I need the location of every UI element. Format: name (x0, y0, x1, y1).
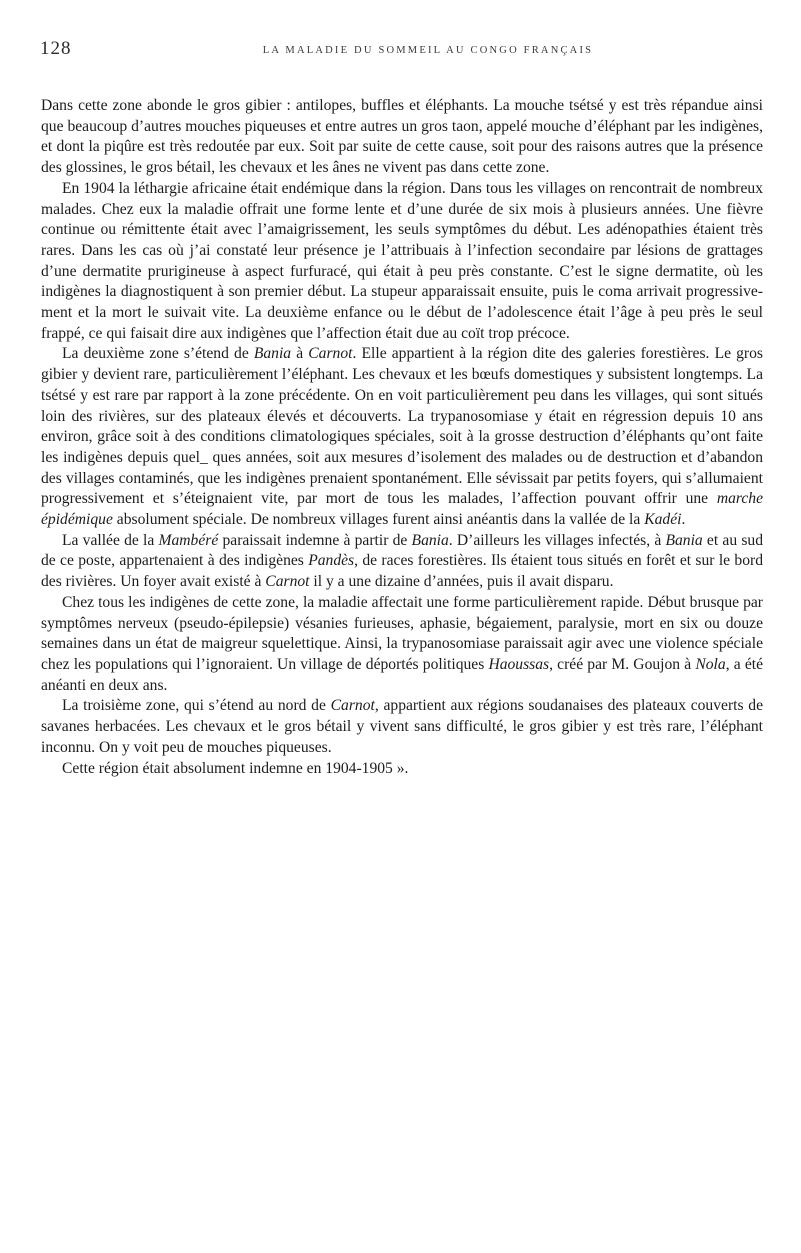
emphasis: marche épidémique (41, 490, 763, 529)
place-name: Kadéi (644, 511, 682, 529)
paragraph-text: il y a une dizaine d’années, puis il avait disparu. (309, 573, 614, 591)
paragraph-1 (41, 96, 763, 179)
paragraph-text: et au sud de ce poste, appartenaient à des indigènes (41, 531, 763, 570)
paragraph-text: Chez tous les indigènes de cette zone, la maladie affectait une forme particulièrement rapide. Début brusque par symptômes nerveux (pseudo-épilepsie) vésanies furieuses, aphasie, bégaiement, paralysie, mort en six ou douze semaines dans un état de maigreur squelettique. Ainsi, la trypanosomiase paraissait agir avec une violence spéciale chez les populations qui l’ignoraient. Un village de déportés politiques (41, 593, 763, 673)
place-name: Carnot (308, 345, 353, 363)
paragraph-4 (41, 531, 763, 593)
paragraph-text: La troisième zone, qui s’étend au nord de (62, 697, 331, 715)
paragraph-3 (41, 344, 763, 530)
place-name: Bania (665, 531, 703, 549)
place-name: Nola (695, 655, 726, 673)
body-text (41, 96, 763, 779)
paragraph-text: absolument spéciale. De nombreux villages furent ainsi anéantis dans la vallée de la (112, 511, 645, 529)
paragraph-text: , créé par M. Goujon à (549, 655, 696, 673)
paragraph-text: . D’ailleurs les villages infectés, à (448, 531, 666, 549)
paragraph-text: Dans cette zone abonde le gros gibier : antilopes, buffles et éléphants. La mouche tsétsé y est très répandue ainsi que beaucoup d’autres mouches piqueuses et entre autres un gros taon, appelé mouche d’éléphant par les indigènes, et dont la piqûre est très redoutée par eux. Soit par suite de cette cause, soit pour des raisons autres que la présence des glossines, le gros bétail, les chevaux et les ânes ne vivent pas dans cette zone. (41, 97, 763, 177)
paragraph-text: à (291, 345, 309, 363)
paragraph-5 (41, 593, 763, 697)
paragraph-text: En 1904 la léthargie africaine était endémique dans la région. Dans tous les villages on rencontrait de nombreux malades. Chez eux la maladie offrait une forme lente et d’une durée de six mois à plusieurs années. Une fièvre continue ou rémittente était avec l’amaigrissement, les seuls symptômes du début. Les adénopathies étaient très rares. Dans les cas où j’ai constaté leur présence je l’attribuais à l’infection secondaire par lésions de grattages d’une dermatite prurigineuse à aspect furfuracé, qui était à peu près constante. C’est le signe dermatite, où les indigènes la diagnostiquent à son premier début. La stupeur apparaissait ensuite, puis le coma arrivait progressivement et la mort le suivait vite. La deuxième enfance ou le début de l’adolescence était l’âge à peu près le seul frappé, ce qui faisait dire aux indigènes que l’affection était due au coït trop précoce. (41, 179, 763, 342)
people-name: Haoussas (488, 655, 550, 673)
place-name: Carnot (265, 573, 310, 591)
paragraph-text: , de races forestières. Ils étaient tous situés en forêt et sur le bord des rivières. Un foyer avait existé à (41, 552, 763, 591)
place-name: Bania (253, 345, 292, 363)
paragraph-text: , appartient aux régions soudanaises des plateaux couverts de savanes herbacées. Les chevaux et le gros bétail y vivent sans difficulté, le gros gibier y est très rare, l’éléphant inconnu. On y voit peu de mouches piqueuses. (41, 697, 763, 756)
place-name: Carnot (330, 697, 375, 715)
place-name: Mambéré (158, 531, 219, 549)
place-name: Bania (411, 531, 449, 549)
paragraph-text: Cette région était absolument indemne en 1904-1905 ». (62, 759, 409, 777)
running-title: LA MALADIE DU SOMMEIL AU CONGO FRANÇAIS (262, 45, 594, 56)
paragraph-2 (41, 179, 763, 345)
paragraph-text: La deuxième zone s’étend de (62, 345, 254, 363)
paragraph-text: , a été anéanti en deux ans. (41, 655, 764, 694)
paragraph-7 (41, 759, 763, 780)
page-number: 128 (40, 38, 72, 59)
paragraph-6 (41, 696, 763, 758)
paragraph-text: . Elle appartient à la région dite des galeries forestières. Le gros gibier y devient rare, particulièrement l’éléphant. Les chevaux et les bœufs domestiques y subsistent longtemps. La tsétsé y est rare par rapport à la zone précédente. On en voit particulièrement peu dans les villages, qui sont situés loin des rivières, sur des plateaux élevés et découverts. La trypanosomiase y était en régression depuis 10 ans environ, grâce soit à des conditions climatologiques spéciales, soit à la grosse destruction d’éléphants qu’ont faite les indigènes depuis quel_ ques années, soit aux mesures d’isolement des malades ou de destruction et d’abandon des villages contaminés, que les indigènes prenaient spontanément. Elle sévissait par petits foyers, qui s’allumaient progressivement et s’éteignaient vite, par mort de tous les malades, l’affection pouvant offrir une (41, 345, 763, 508)
people-name: Pandès (308, 552, 355, 570)
paragraph-text: paraissait indemne à partir de (218, 531, 412, 549)
paragraph-text: . (681, 511, 686, 529)
paragraph-text: La vallée de la (62, 531, 159, 549)
running-head (40, 38, 761, 62)
